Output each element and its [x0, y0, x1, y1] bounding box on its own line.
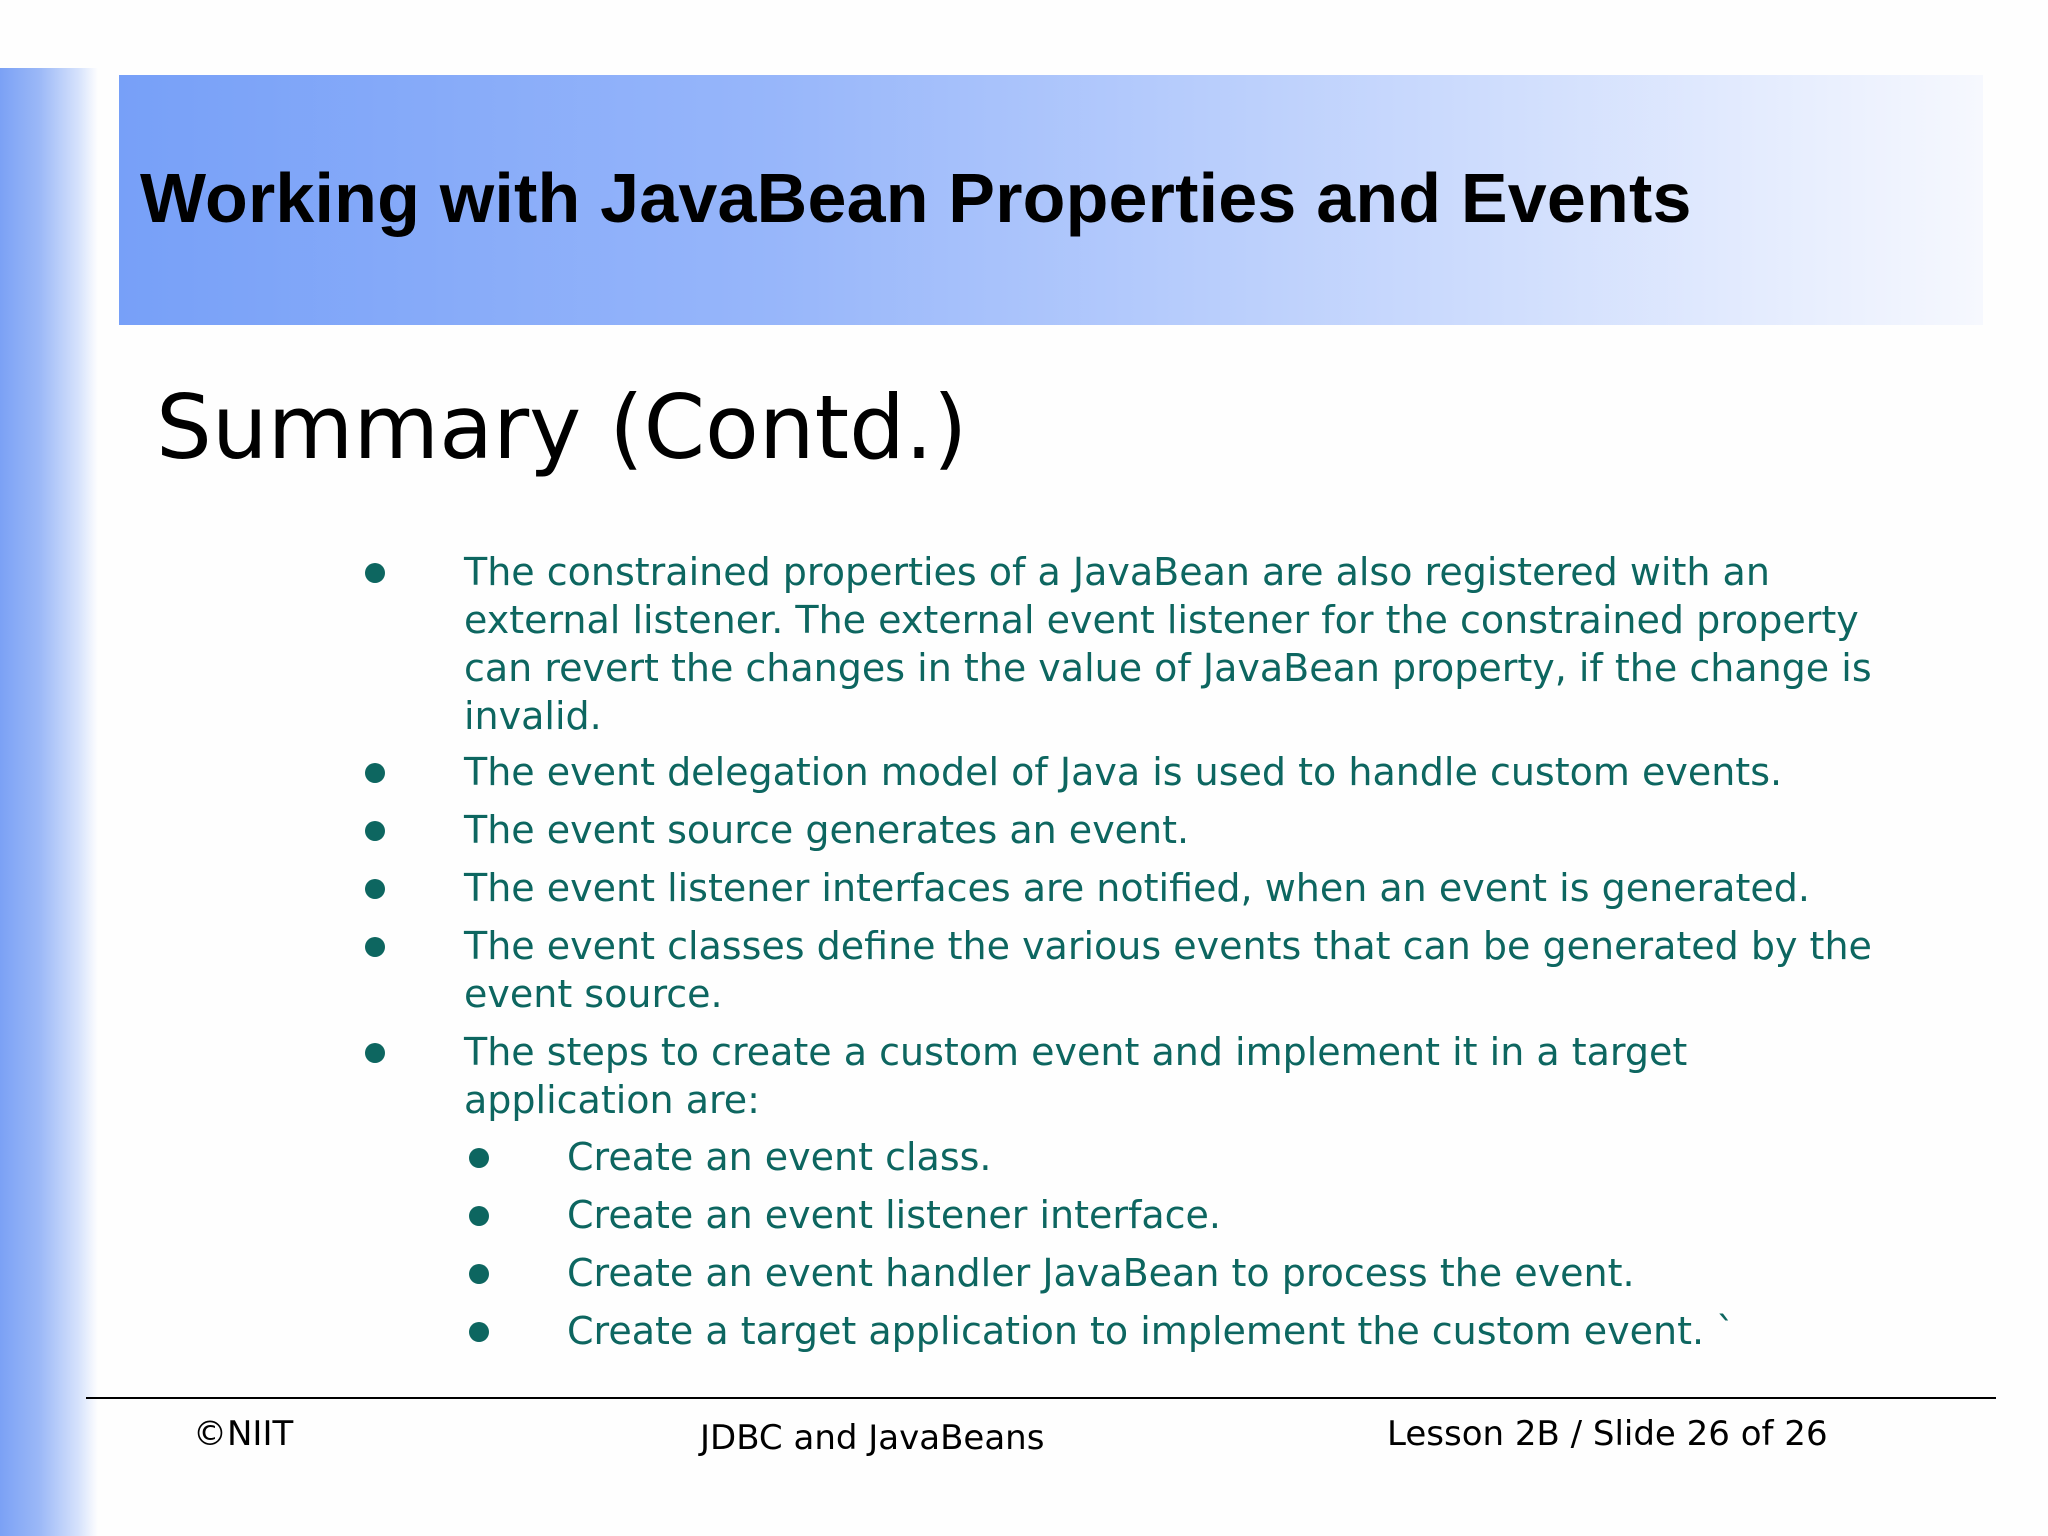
bullet-text: The event classes define the various events that can be generated by the event source. — [464, 924, 1872, 1016]
bullet-dot — [365, 563, 385, 583]
list-item — [464, 864, 1984, 912]
bullet-dot — [365, 763, 385, 783]
sub-bullet-text: Create a target application to implement the custom event. ` — [567, 1309, 1736, 1353]
sub-list-item — [567, 1191, 1967, 1239]
bullet-dot — [365, 937, 385, 957]
bullet-text: The event delegation model of Java is used to handle custom events. — [464, 750, 1783, 794]
sub-list-item — [567, 1249, 1967, 1297]
list-item — [464, 1028, 1794, 1124]
footer-slide-number: Lesson 2B / Slide 26 of 26 — [1387, 1414, 1828, 1454]
sub-bullet-text: Create an event class. — [567, 1135, 992, 1179]
bullet-text: The steps to create a custom event and implement it in a target application are: — [464, 1030, 1688, 1122]
bullet-dot — [365, 1043, 385, 1063]
slide-subtitle: Summary (Contd.) — [156, 376, 968, 479]
sub-bullet-dot — [469, 1206, 489, 1226]
bullet-dot — [365, 879, 385, 899]
list-item — [464, 748, 1944, 796]
sub-bullet-dot — [469, 1322, 489, 1342]
list-item — [464, 806, 1944, 854]
sub-bullet-dot — [469, 1148, 489, 1168]
footer-divider — [86, 1397, 1996, 1399]
footer-course-title: JDBC and JavaBeans — [700, 1418, 1045, 1458]
sub-bullet-dot — [469, 1264, 489, 1284]
sub-list-item — [567, 1133, 1967, 1181]
list-item — [464, 548, 1884, 740]
sub-list-item — [567, 1307, 1967, 1355]
bullet-dot — [365, 821, 385, 841]
bullet-text: The event listener interfaces are notified, when an event is generated. — [464, 866, 1810, 910]
footer-copyright: ©NIIT — [193, 1414, 294, 1454]
bullet-text: The event source generates an event. — [464, 808, 1190, 852]
list-item — [464, 922, 1904, 1018]
bullet-text: The constrained properties of a JavaBean are also registered with an external listener. The external event listener for the constrained property can revert the changes in the value of JavaBean property, if the change is invalid. — [464, 550, 1872, 738]
left-gradient-bar — [0, 68, 98, 1536]
sub-bullet-text: Create an event listener interface. — [567, 1193, 1222, 1237]
slide-title: Working with JavaBean Properties and Events — [140, 159, 1692, 237]
sub-bullet-text: Create an event handler JavaBean to process the event. — [567, 1251, 1635, 1295]
